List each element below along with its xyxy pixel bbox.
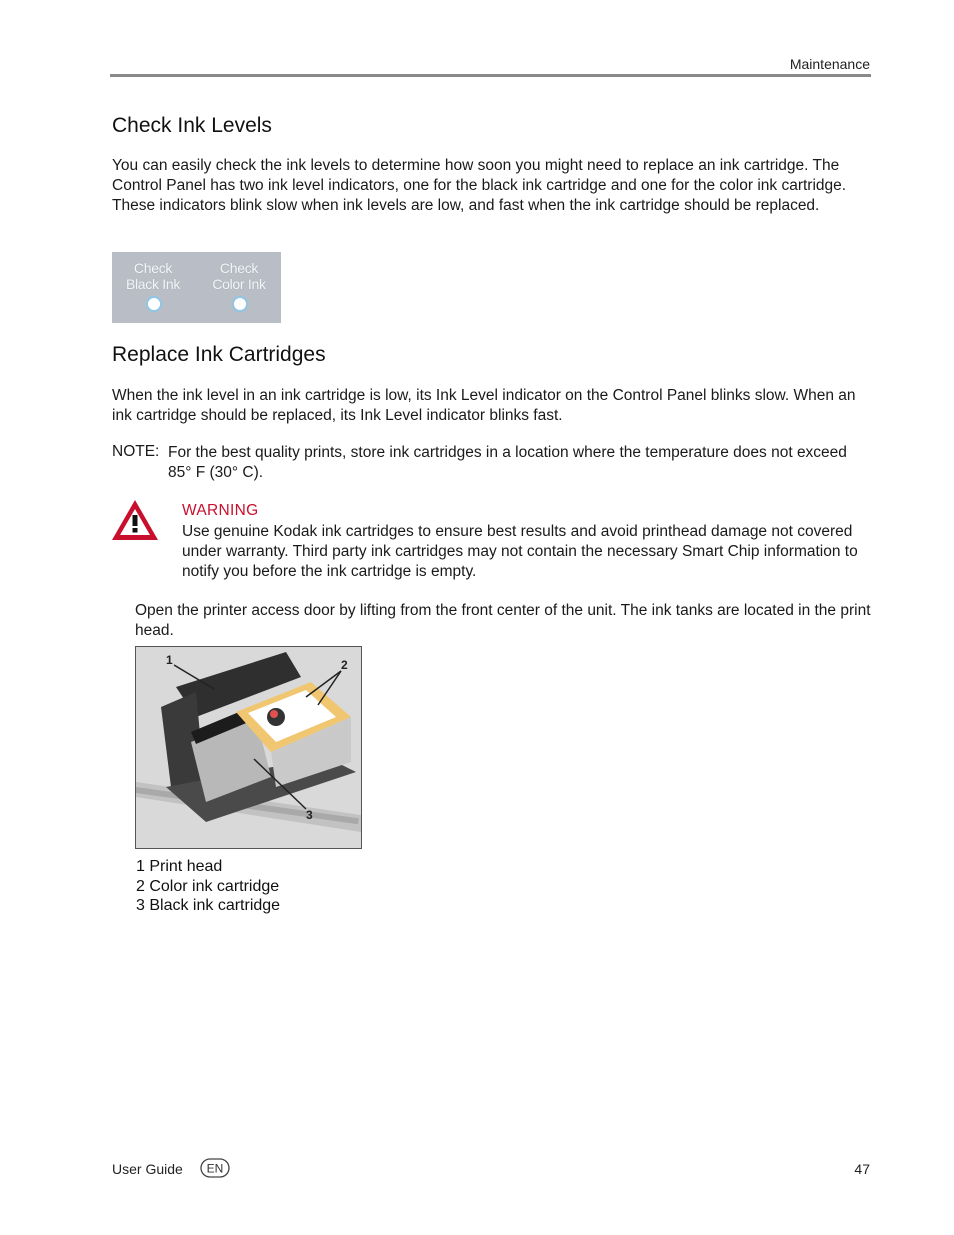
callout-1: 1 — [166, 653, 173, 667]
check-ink-body: You can easily check the ink levels to determine how soon you might need to replace an ink cartridge. The Control Panel has two ink level indicators, one for the black ink cartridge and one for the color ink cartridge. These indicators blink slow when ink levels are low, and fast when the ink cartridge should be replaced. — [112, 157, 847, 214]
callout-3: 3 — [306, 808, 313, 822]
black-ink-indicator-label — [118, 260, 188, 292]
section-title-replace-ink: Replace Ink Cartridges — [112, 343, 326, 366]
black-ink-label-line1: Check — [133, 260, 173, 276]
callout-2: 2 — [341, 658, 348, 672]
legend-item-color-cartridge: 2 Color ink cartridge — [136, 878, 280, 895]
note-text: For the best quality prints, store ink cartridges in a location where the temperature does not exceed 85° F (30° C). — [168, 444, 847, 481]
black-ink-label-line2: Black Ink — [125, 276, 181, 292]
note-label: NOTE: — [112, 443, 160, 460]
replace-ink-body: When the ink level in an ink cartridge is low, its Ink Level indicator on the Control Panel blinks slow. When an ink cartridge should be replaced, its Ink Level indicator blinks fast. — [112, 387, 856, 424]
language-badge-text: EN — [206, 1161, 224, 1176]
page-number: 47 — [854, 1161, 870, 1177]
step-instruction: Open the printer access door by lifting from the front center of the unit. The ink tanks are located in the print head. — [135, 602, 871, 639]
color-ink-indicator-light — [232, 296, 248, 312]
color-ink-indicator-label — [204, 260, 274, 292]
ink-indicator-panel-image — [112, 252, 281, 323]
legend-item-black-cartridge: 3 Black ink cartridge — [136, 897, 281, 914]
print-head-figure — [135, 646, 362, 849]
footer-guide-label: User Guide — [112, 1161, 183, 1177]
black-ink-indicator-light — [146, 296, 162, 312]
section-title-check-ink: Check Ink Levels — [112, 114, 272, 137]
warning-title: WARNING — [182, 502, 259, 519]
warning-triangle-icon — [110, 498, 160, 542]
legend-item-print-head: 1 Print head — [136, 858, 223, 875]
warning-text: Use genuine Kodak ink cartridges to ensure best results and avoid printhead damage not covered under warranty. Third party ink cartridges may not contain the necessary Smart Chip information to notify you before the ink cartridge is empty. — [182, 523, 858, 580]
language-badge-icon — [200, 1158, 230, 1178]
running-header: Maintenance — [789, 56, 870, 72]
color-ink-label-line2: Color Ink — [212, 276, 266, 292]
header-rule — [110, 74, 871, 77]
print-head-illustration — [136, 647, 361, 848]
color-ink-label-line1: Check — [219, 260, 259, 276]
